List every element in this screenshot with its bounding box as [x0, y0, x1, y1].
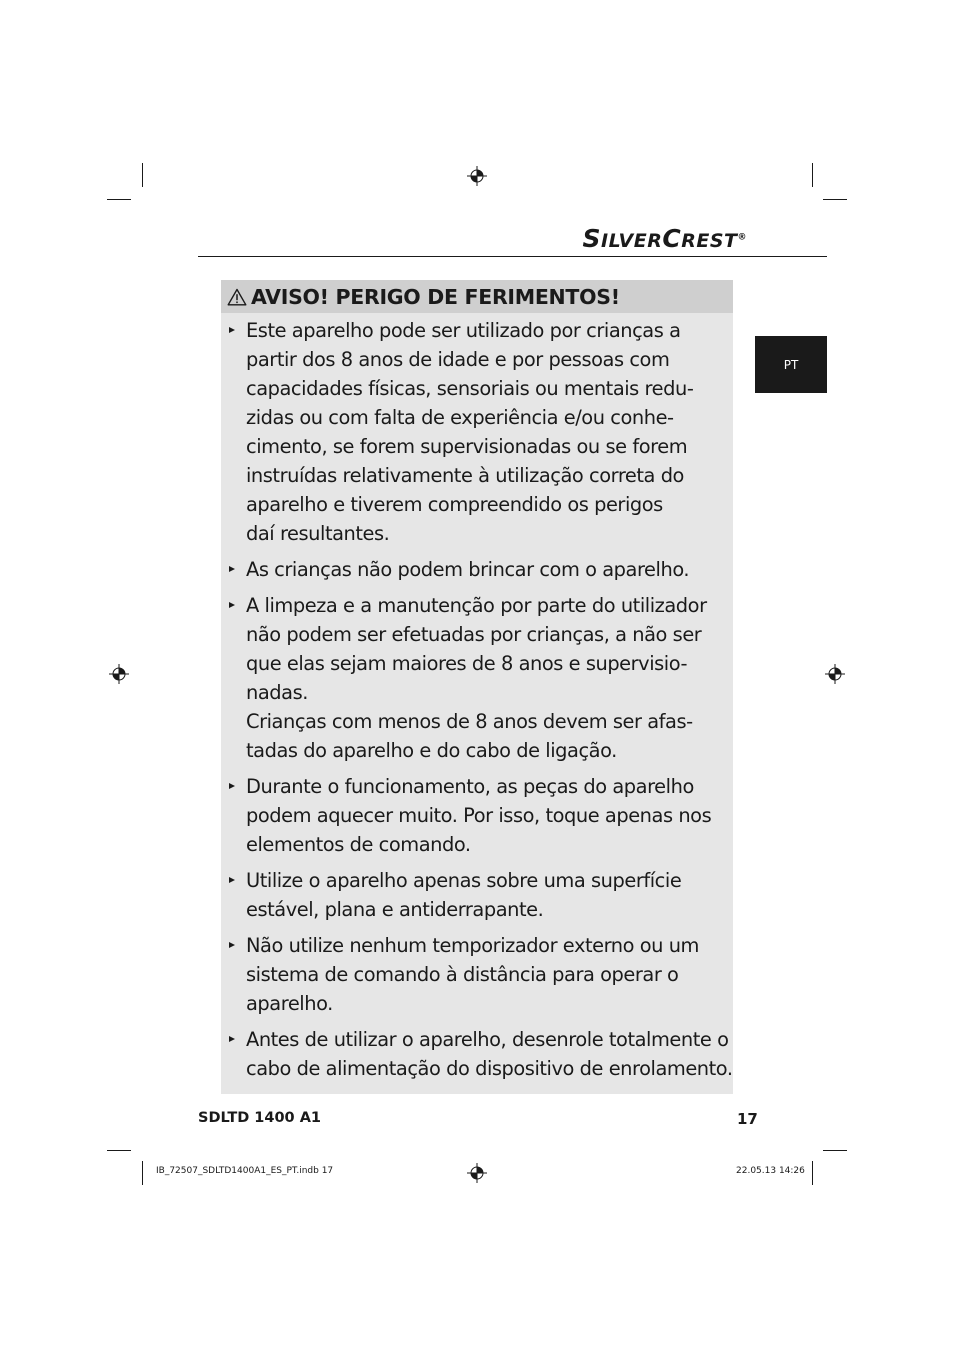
- list-item: [221, 866, 733, 924]
- brand-logo: [582, 224, 747, 253]
- crop-mark: [107, 1150, 131, 1151]
- crop-mark: [142, 163, 143, 187]
- brand-letters: REST: [681, 230, 738, 252]
- warning-header: [221, 280, 733, 313]
- list-item: [221, 931, 733, 1018]
- registration-mark-icon: [467, 166, 487, 186]
- warning-box: [221, 280, 733, 1094]
- brand-letter: C: [662, 224, 682, 253]
- header-rule: [198, 256, 827, 257]
- brand-letters: ILVER: [601, 230, 663, 252]
- item-line: As crianças não podem brincar com o aparelho.: [246, 558, 690, 581]
- item-line: Este aparelho pode ser utilizado por crianças a: [246, 319, 681, 342]
- registered-mark: ®: [737, 232, 747, 243]
- language-tab-label: PT: [783, 357, 799, 372]
- bullet-arrow-icon: [229, 877, 235, 883]
- bullet-arrow-icon: [229, 1036, 235, 1042]
- item-line: estável, plana e antiderrapante.: [246, 898, 544, 921]
- warning-title: AVISO! PERIGO DE FERIMENTOS!: [251, 284, 620, 309]
- item-line: Não utilize nenhum temporizador externo ou um: [246, 934, 699, 957]
- item-line: partir dos 8 anos de idade e por pessoas com: [246, 348, 670, 371]
- list-item: [221, 772, 733, 859]
- item-line: nadas.: [246, 681, 308, 704]
- bullet-arrow-icon: [229, 783, 235, 789]
- footer-model: SDLTD 1400 A1: [198, 1110, 322, 1126]
- crop-mark: [823, 199, 847, 200]
- item-line: aparelho.: [246, 992, 333, 1015]
- bullet-arrow-icon: [229, 602, 235, 608]
- list-item: [221, 555, 733, 584]
- item-line: sistema de comando à distância para operar o: [246, 963, 679, 986]
- crop-mark: [812, 163, 813, 187]
- list-item: [221, 316, 733, 548]
- list-item: [221, 1025, 733, 1083]
- item-line: capacidades físicas, sensoriais ou mentais redu-: [246, 377, 694, 400]
- item-line: que elas sejam maiores de 8 anos e supervisio-: [246, 652, 688, 675]
- registration-mark-icon: [109, 664, 129, 684]
- item-line: podem aquecer muito. Por isso, toque apenas nos: [246, 804, 712, 827]
- bullet-arrow-icon: [229, 942, 235, 948]
- item-line: elementos de comando.: [246, 833, 471, 856]
- page-number: 17: [737, 1110, 758, 1128]
- item-line: instruídas relativamente à utilização correta do: [246, 464, 684, 487]
- item-line: cabo de alimentação do dispositivo de enrolamento.: [246, 1057, 733, 1080]
- bullet-arrow-icon: [229, 566, 235, 572]
- registration-mark-icon: [825, 664, 845, 684]
- item-line: zidas ou com falta de experiência e/ou conhe-: [246, 406, 674, 429]
- crop-mark: [142, 1161, 143, 1185]
- item-line: Utilize o aparelho apenas sobre uma superfície: [246, 869, 682, 892]
- print-slug-file: IB_72507_SDLTD1400A1_ES_PT.indb 17: [156, 1166, 334, 1176]
- crop-mark: [812, 1161, 813, 1185]
- warning-list: [221, 313, 733, 1083]
- list-item: [221, 591, 733, 765]
- item-line: Antes de utilizar o aparelho, desenrole totalmente o: [246, 1028, 729, 1051]
- print-slug-date: 22.05.13 14:26: [736, 1166, 805, 1176]
- item-line: A limpeza e a manutenção por parte do utilizador: [246, 594, 707, 617]
- item-line: não podem ser efetuadas por crianças, a não ser: [246, 623, 702, 646]
- brand-letter: S: [582, 224, 601, 253]
- crop-mark: [107, 199, 131, 200]
- bullet-arrow-icon: [229, 327, 235, 333]
- item-line: cimento, se forem supervisionadas ou se forem: [246, 435, 688, 458]
- language-tab: [755, 336, 827, 393]
- item-line: aparelho e tiverem compreendido os perigos: [246, 493, 663, 516]
- warning-triangle-icon: [227, 288, 247, 306]
- item-line: Crianças com menos de 8 anos devem ser afas-: [246, 710, 693, 733]
- item-line: Durante o funcionamento, as peças do aparelho: [246, 775, 694, 798]
- registration-mark-icon: [467, 1163, 487, 1183]
- item-line: daí resultantes.: [246, 522, 390, 545]
- crop-mark: [823, 1150, 847, 1151]
- item-line: tadas do aparelho e do cabo de ligação.: [246, 739, 617, 762]
